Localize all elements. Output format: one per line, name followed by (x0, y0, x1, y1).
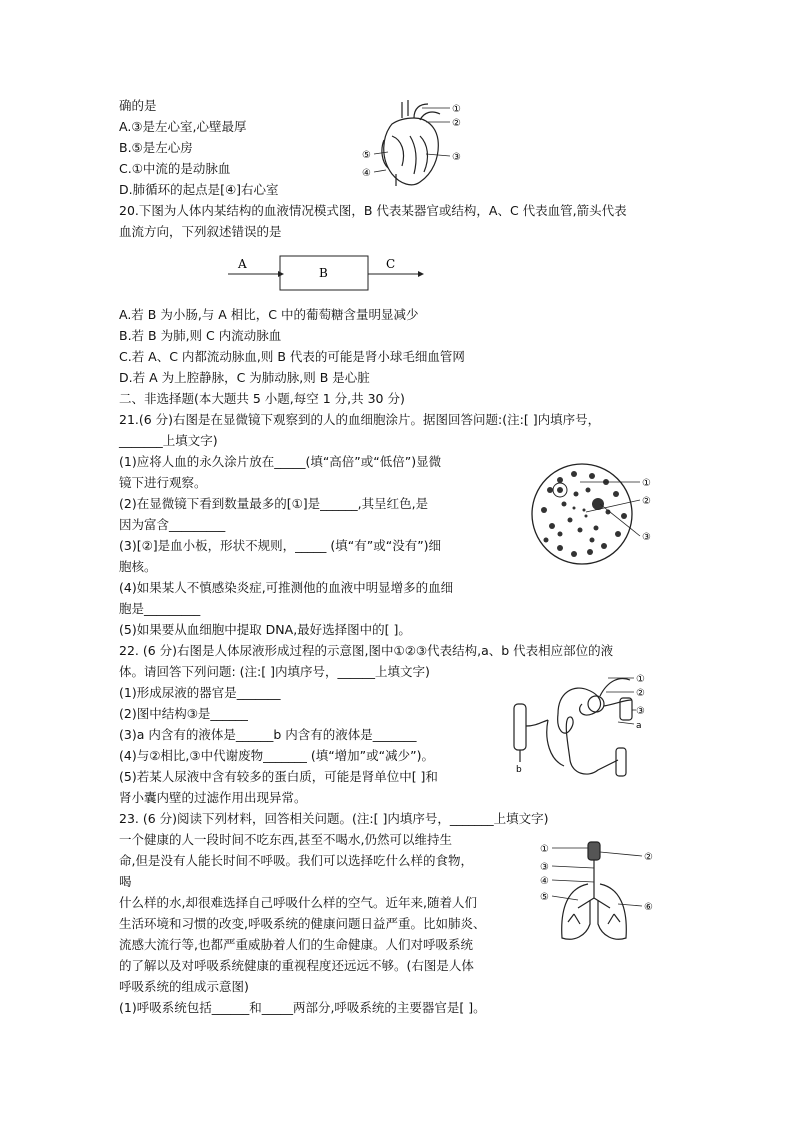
q20-stem-line1: 20.下图为人体内某结构的血液情况模式图，B 代表某器官或结构，A、C 代表血管,箭头代表 (119, 203, 627, 218)
resp-label-2: ② (644, 852, 653, 863)
q23-line: 什么样的水,却很难选择自己呼吸什么样的空气。近年来,随着人们 (119, 895, 477, 910)
q23-line: 呼吸系统的组成示意图) (119, 979, 249, 994)
resp-label-6: ⑥ (644, 902, 653, 913)
q20-option-d: D.若 A 为上腔静脉，C 为肺动脉,则 B 是心脏 (119, 370, 370, 385)
resp-label-3: ③ (540, 862, 549, 873)
q21-line: (5)如果要从血细胞中提取 DNA,最好选择图中的[ ]。 (119, 622, 411, 637)
resp-label-1: ① (540, 844, 549, 855)
q21-line: (1)应将人血的永久涂片放在_____(填“高倍”或“低倍”)显微 (119, 454, 442, 469)
resp-label-5: ⑤ (540, 892, 549, 903)
q22-line: 肾小囊内壁的过滤作用出现异常。 (119, 790, 307, 805)
q21-line: 因为富含_________ (119, 517, 226, 532)
q22-line: (4)与②相比,③中代谢废物_______ (填“增加”或“减少”)。 (119, 748, 434, 763)
heart-label-3: ③ (452, 152, 461, 163)
q21-line: 21.(6 分)右图是在显微镜下观察到的人的血细胞涂片。据图回答问题:(注:[ ]内填序号， (119, 412, 601, 427)
heart-label-1: ① (452, 104, 461, 115)
smear-label-1: ① (642, 478, 651, 489)
flow-label-b: B (319, 266, 328, 280)
smear-label-2: ② (642, 496, 651, 507)
q21-line: 镜下进行观察。 (119, 475, 207, 490)
q22-line: 22. (6 分)右图是人体尿液形成过程的示意图,图中①②③代表结构,a、b 代表相应部位的液 (119, 643, 614, 658)
q21-line: (4)如果某人不慎感染炎症,可推测他的血液中明显增多的血细 (119, 580, 454, 595)
q22-line: (5)若某人尿液中含有较多的蛋白质，可能是肾单位中[ ]和 (119, 769, 438, 784)
heart-label-5: ⑤ (362, 150, 371, 161)
q22-line: 体。请回答下列问题: (注:[ ]内填序号，______上填文字) (119, 664, 430, 679)
section-heading: 二、非选择题(本大题共 5 小题,每空 1 分,共 30 分) (119, 391, 405, 406)
q21-line: _______上填文字) (119, 433, 218, 448)
q20-option-a: A.若 B 为小肠,与 A 相比，C 中的葡萄糖含量明显减少 (119, 307, 419, 322)
q19-option-d: D.肺循环的起点是[④]右心室 (119, 182, 279, 197)
heart-label-2: ② (452, 118, 461, 129)
q23-line: 生活环境和习惯的改变,呼吸系统的健康问题日益严重。比如肺炎、 (119, 916, 486, 931)
nephron-label-a: a (636, 721, 642, 731)
q23-line: 命,但是没有人能长时间不呼吸。我们可以选择吃什么样的食物， (119, 853, 473, 868)
blood-smear-diagram (530, 460, 660, 568)
q22-line: (3)a 内含有的液体是______b 内含有的液体是_______ (119, 727, 417, 742)
q21-line: (2)在显微镜下看到数量最多的[①]是______,其呈红色,是 (119, 496, 429, 511)
q20-stem-line2: 血流方向，下列叙述错误的是 (119, 224, 282, 239)
blood-flow-diagram (222, 250, 428, 294)
q20-option-c: C.若 A、C 内都流动脉血,则 B 代表的可能是肾小球毛细血管网 (119, 349, 465, 364)
q20-option-b: B.若 B 为肺,则 C 内流动脉血 (119, 328, 282, 343)
respiratory-diagram (538, 838, 668, 948)
q23-line: 的了解以及对呼吸系统健康的重视程度还远远不够。(右图是人体 (119, 958, 474, 973)
flow-label-c: C (386, 257, 396, 271)
q19-option-c: C.①中流的是动脉血 (119, 161, 231, 176)
q23-line: (1)呼吸系统包括______和_____两部分,呼吸系统的主要器官是[ ]。 (119, 1000, 486, 1015)
q19-option-a: A.③是左心室,心壁最厚 (119, 119, 247, 134)
nephron-label-2: ② (636, 688, 645, 699)
q23-line: 一个健康的人一段时间不吃东西,甚至不喝水,仍然可以维持生 (119, 832, 452, 847)
nephron-diagram (508, 670, 658, 788)
q19-stem-tail: 确的是 (119, 98, 157, 113)
q21-line: 胞是_________ (119, 601, 201, 616)
heart-diagram (362, 96, 474, 192)
q23-line: 喝 (119, 874, 132, 889)
q23-line: 流感大流行等,也都严重威胁着人们的生命健康。人们对呼吸系统 (119, 937, 473, 952)
q19-option-b: B.⑤是左心房 (119, 140, 193, 155)
q22-line: (2)图中结构③是______ (119, 706, 248, 721)
nephron-label-1: ① (636, 674, 645, 685)
nephron-label-3: ③ (636, 706, 645, 717)
q21-line: (3)[②]是血小板，形状不规则，_____ (填“有”或“没有”)细 (119, 538, 442, 553)
nephron-label-b: b (516, 765, 522, 775)
heart-label-4: ④ (362, 168, 371, 179)
resp-label-4: ④ (540, 876, 549, 887)
smear-label-3: ③ (642, 532, 651, 543)
q23-line: 23. (6 分)阅读下列材料，回答相关问题。(注:[ ]内填序号，_______上填文字) (119, 811, 549, 826)
flow-label-a: A (238, 257, 247, 271)
q22-line: (1)形成尿液的器官是_______ (119, 685, 281, 700)
q21-line: 胞核。 (119, 559, 157, 574)
